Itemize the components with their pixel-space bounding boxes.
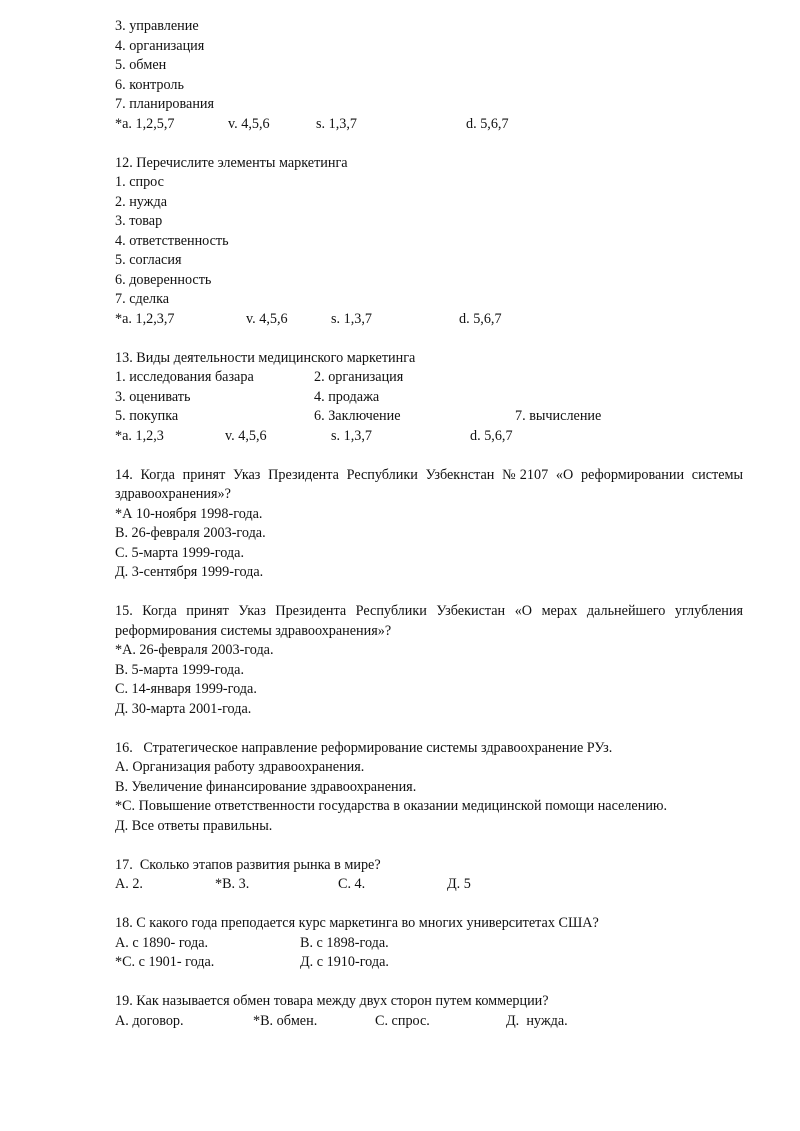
answer-choice: d. 5,6,7 xyxy=(466,115,509,132)
spacer xyxy=(115,836,743,856)
question-13 xyxy=(115,349,743,447)
answer-choice: *В. обмен. xyxy=(253,1012,318,1029)
answer-choice: В. с 1898-года. xyxy=(300,934,389,951)
option-line: А. Организация работу здравоохранения. xyxy=(115,759,365,775)
answer-choice: Д. 5 xyxy=(447,876,471,892)
question-text: 19. Как называется обмен товара между двух сторон путем коммерции? xyxy=(115,993,549,1009)
question-text: 13. Виды деятельности медицинского маркетинга xyxy=(115,349,416,366)
question-11-continued xyxy=(115,17,743,134)
option-cell: 4. продажа xyxy=(314,388,380,405)
option-grid-row xyxy=(115,407,743,427)
question-text: 18. С какого года преподается курс маркетинга во многих университетах США? xyxy=(115,915,599,931)
option-line: Д. Все ответы правильны. xyxy=(115,817,273,834)
answer-row xyxy=(115,953,743,973)
answer-choice: С. спрос. xyxy=(375,1012,430,1029)
answer-row xyxy=(115,310,743,330)
answer-choice: s. 1,3,7 xyxy=(331,310,372,327)
spacer xyxy=(115,446,743,466)
question-text: 17. Сколько этапов развития рынка в мире? xyxy=(115,856,381,873)
answer-choice: *а. 1,2,3,7 xyxy=(115,310,175,327)
answer-choice: v. 4,5,6 xyxy=(246,310,288,327)
answer-choice: Д. нужда. xyxy=(506,1012,568,1029)
option-line: В. 26-февраля 2003-года. xyxy=(115,525,266,541)
question-18 xyxy=(115,914,743,973)
option-line: 5. согласия xyxy=(115,252,182,268)
answer-choice: А. 2. xyxy=(115,876,143,892)
answer-choice: *а. 1,2,3 xyxy=(115,427,164,444)
question-19 xyxy=(115,992,743,1031)
question-text: 15. Когда принят Указ Президента Республики Узбекистан «О мерах дальнейшего углубления xyxy=(115,603,743,619)
answer-choice: *С. с 1901- года. xyxy=(115,954,215,970)
question-text: 14. Когда принят Указ Президента Республики Узбекнстан №2107 «О реформировании системы xyxy=(115,466,743,483)
option-line: 7. планирования xyxy=(115,96,215,112)
answer-choice: Д. с 1910-года. xyxy=(300,954,389,970)
option-grid-row xyxy=(115,368,743,388)
spacer xyxy=(115,895,743,915)
answer-row xyxy=(115,1012,743,1032)
spacer xyxy=(115,134,743,154)
spacer xyxy=(115,719,743,739)
answer-row xyxy=(115,875,743,895)
answer-choice: s. 1,3,7 xyxy=(316,115,357,132)
option-line: 6. доверенность xyxy=(115,271,212,288)
answer-choice: *В. 3. xyxy=(215,876,250,892)
option-cell: 1. исследования базара xyxy=(115,369,254,385)
spacer xyxy=(115,329,743,349)
question-12 xyxy=(115,154,743,330)
option-line: В. 5-марта 1999-года. xyxy=(115,661,244,678)
option-cell: 6. Заключение xyxy=(314,408,401,424)
option-line: 2. нужда xyxy=(115,193,168,210)
option-cell: 2. организация xyxy=(314,369,404,385)
option-cell: 7. вычисление xyxy=(515,408,602,424)
option-grid-row xyxy=(115,388,743,408)
answer-choice: С. 4. xyxy=(338,876,366,892)
option-line: 1. спрос xyxy=(115,174,164,190)
question-15 xyxy=(115,602,743,719)
question-text: здравоохранения»? xyxy=(115,486,231,502)
option-line: С. 14-января 1999-года. xyxy=(115,681,257,697)
option-line: С. 5-марта 1999-года. xyxy=(115,544,244,561)
answer-row xyxy=(115,427,743,447)
option-line: 5. обмен xyxy=(115,57,167,73)
document-body xyxy=(115,17,743,1031)
option-line: В. Увеличение финансирование здравоохранения. xyxy=(115,778,417,795)
answer-choice: А. с 1890- года. xyxy=(115,934,209,951)
question-text: 12. Перечислите элементы маркетинга xyxy=(115,154,348,171)
answer-choice: s. 1,3,7 xyxy=(331,427,372,444)
option-cell: 5. покупка xyxy=(115,408,179,424)
answer-choice: d. 5,6,7 xyxy=(459,310,502,327)
option-line: 6. контроль xyxy=(115,76,184,93)
answer-row xyxy=(115,115,743,135)
question-14 xyxy=(115,466,743,583)
answer-row xyxy=(115,934,743,954)
option-line: 7. сделка xyxy=(115,291,170,307)
question-text: реформирования системы здравоохранения»? xyxy=(115,622,392,639)
question-16 xyxy=(115,739,743,837)
spacer xyxy=(115,583,743,603)
option-line: 4. организация xyxy=(115,37,205,54)
option-line: Д. 30-марта 2001-года. xyxy=(115,700,252,717)
answer-choice: *а. 1,2,5,7 xyxy=(115,115,175,132)
option-line: 4. ответственность xyxy=(115,232,229,249)
answer-choice: v. 4,5,6 xyxy=(225,427,267,444)
option-line: *А. 26-февраля 2003-года. xyxy=(115,642,274,658)
option-line: 3. управление xyxy=(115,18,199,34)
question-17 xyxy=(115,856,743,895)
question-text: 16. Стратегическое направление реформирование системы здравоохранение РУз. xyxy=(115,739,613,756)
answer-choice: А. договор. xyxy=(115,1012,184,1029)
option-line: 3. товар xyxy=(115,213,163,229)
option-line: Д. 3-сентября 1999-года. xyxy=(115,564,264,580)
spacer xyxy=(115,973,743,993)
answer-choice: v. 4,5,6 xyxy=(228,115,270,132)
option-cell: 3. оценивать xyxy=(115,388,191,405)
option-line: *А 10-ноября 1998-года. xyxy=(115,505,263,522)
option-line: *С. Повышение ответственности государства в оказании медицинской помощи населению. xyxy=(115,798,668,814)
answer-choice: d. 5,6,7 xyxy=(470,427,513,444)
